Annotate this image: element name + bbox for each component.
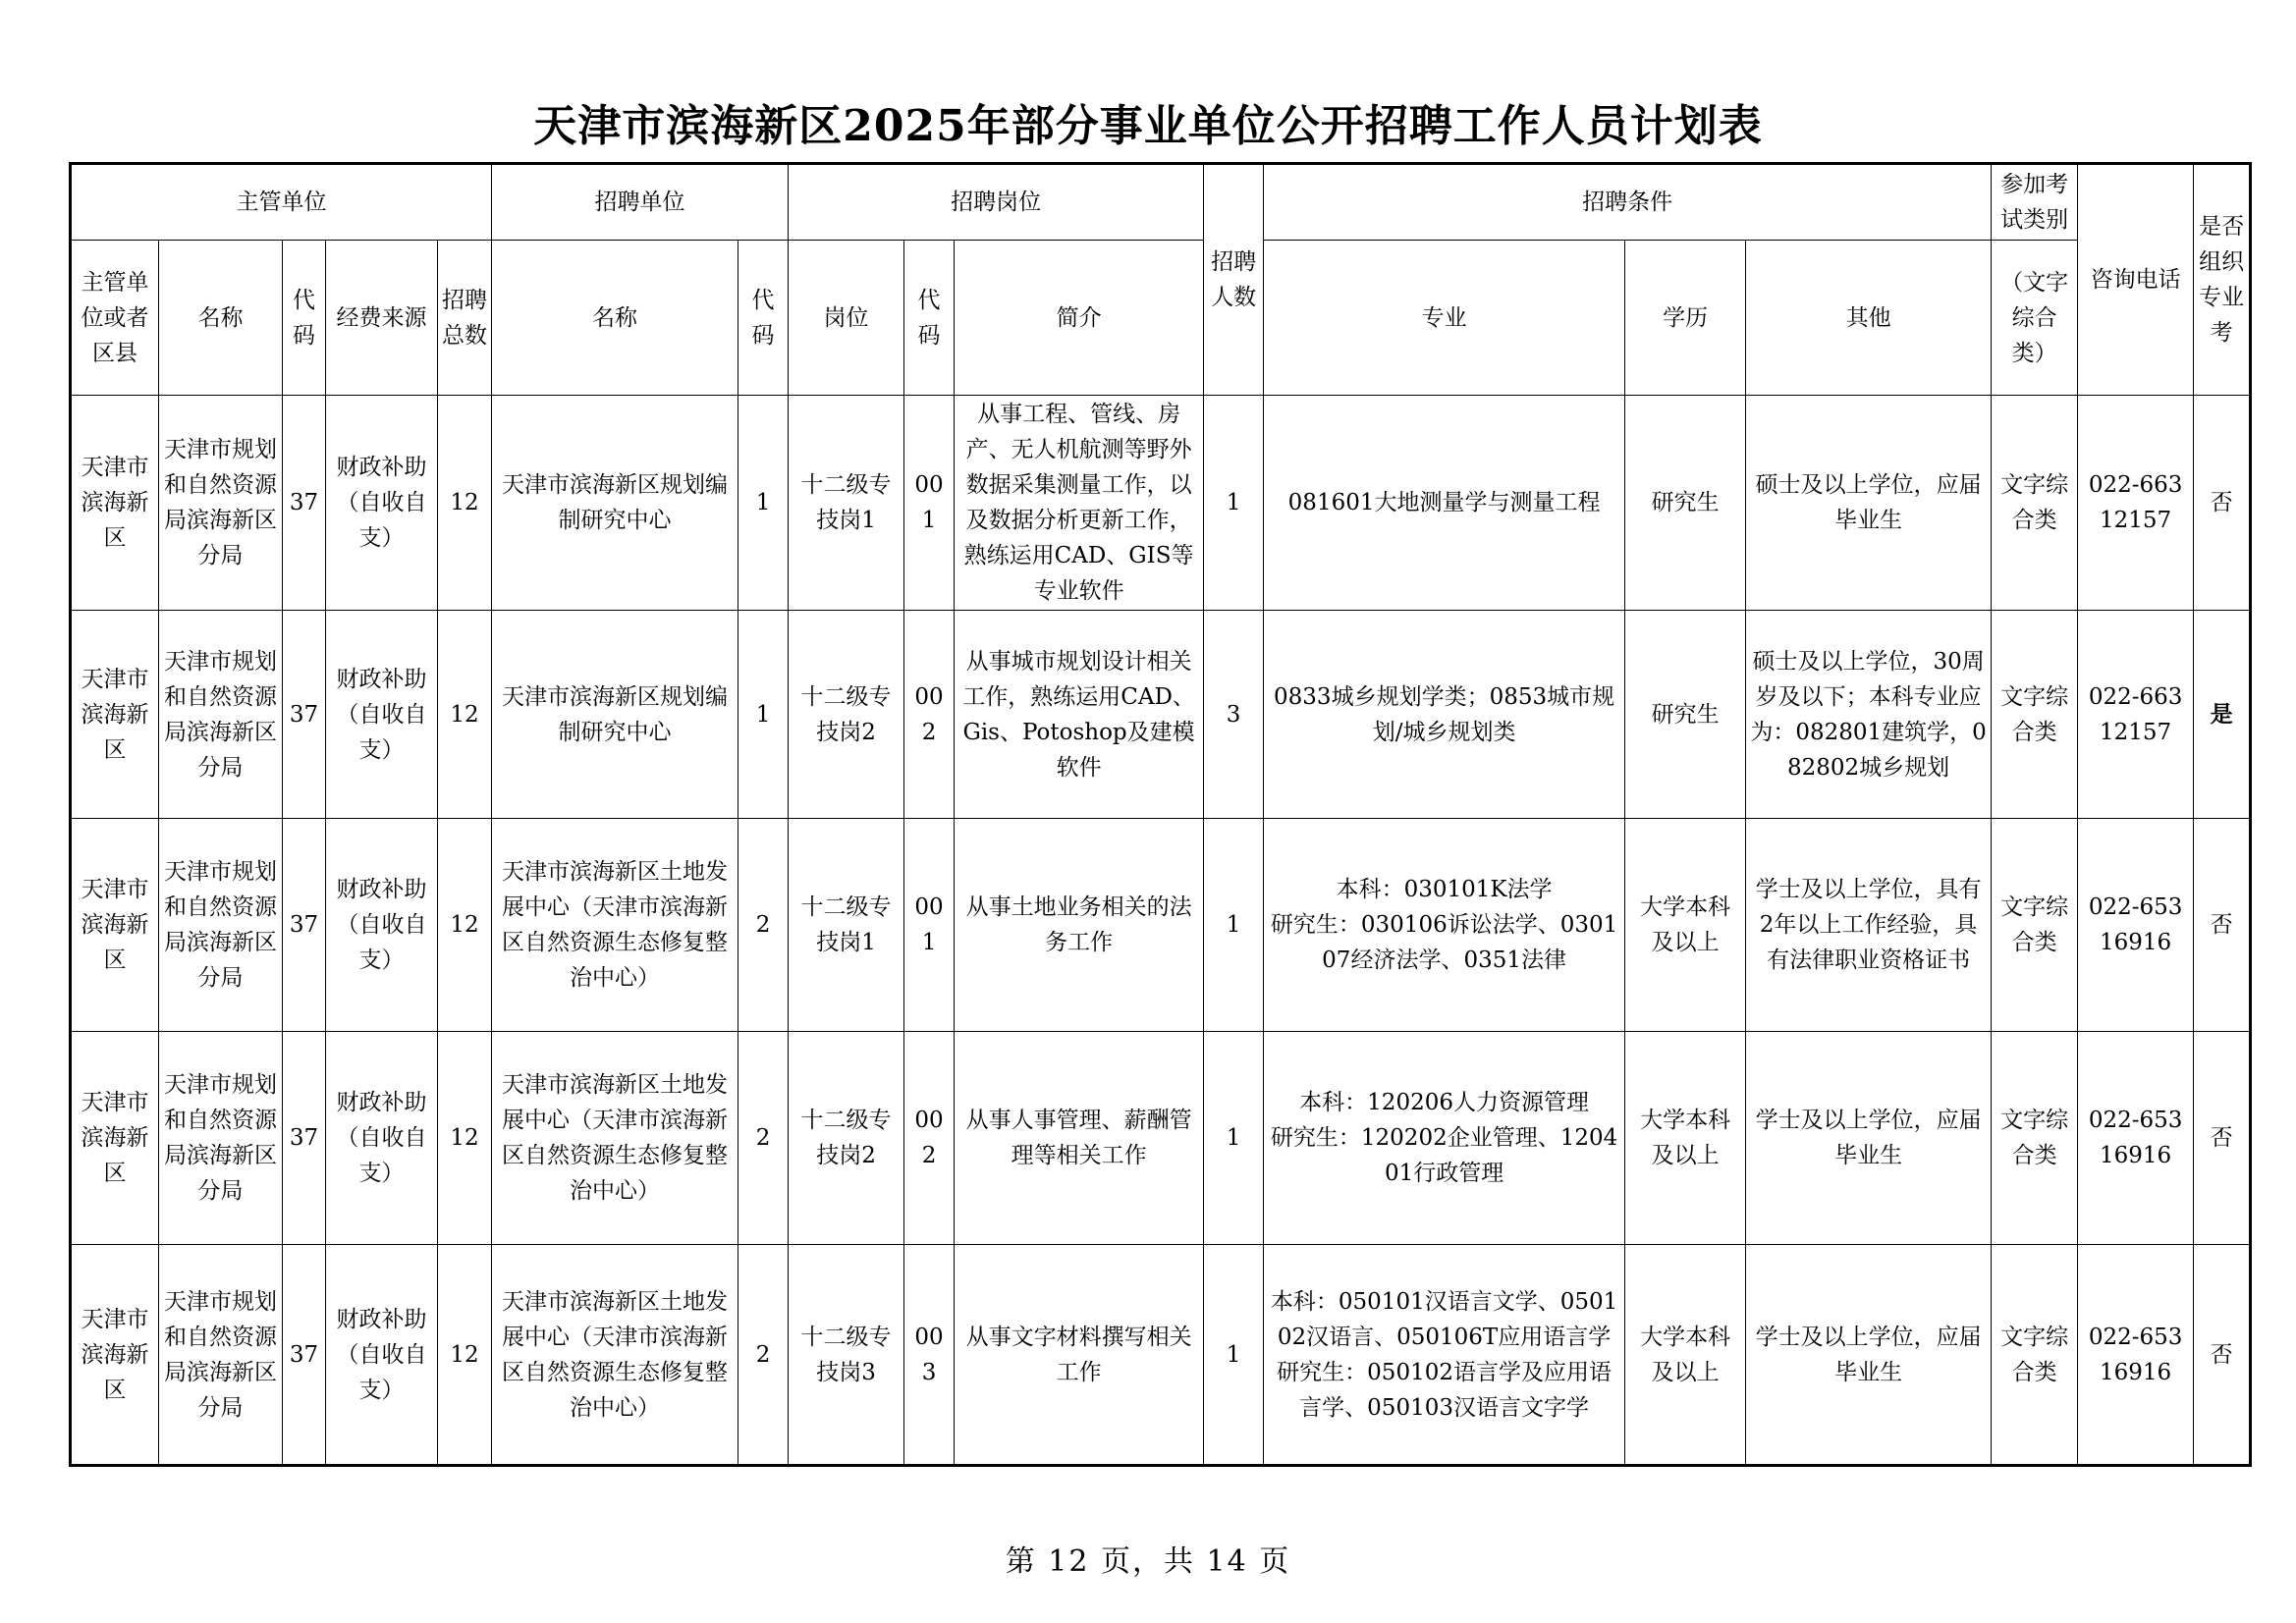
cell-unit-name: 天津市滨海新区规划编制研究中心 (492, 396, 738, 611)
col-post: 岗位 (789, 241, 904, 396)
cell-count: 3 (1204, 611, 1264, 819)
cell-post-code: 001 (904, 819, 955, 1032)
cell-major: 081601大地测量学与测量工程 (1264, 396, 1625, 611)
cell-sup-code: 37 (283, 611, 326, 819)
cell-major: 本科：120206人力资源管理 研究生：120202企业管理、120401行政管理 (1264, 1032, 1625, 1245)
cell-sup-name: 天津市规划和自然资源局滨海新区分局 (159, 1245, 283, 1466)
cell-total: 12 (438, 1245, 492, 1466)
cell-post: 十二级专技岗2 (789, 611, 904, 819)
cell-funding: 财政补助（自收自支） (326, 396, 438, 611)
col-major: 专业 (1264, 241, 1625, 396)
cell-count: 1 (1204, 1245, 1264, 1466)
cell-sup-name: 天津市规划和自然资源局滨海新区分局 (159, 1032, 283, 1245)
cell-total: 12 (438, 1032, 492, 1245)
cell-exam: 文字综合类 (1992, 1032, 2078, 1245)
table-row (71, 611, 2251, 819)
cell-total: 12 (438, 819, 492, 1032)
cell-unit-code: 1 (738, 396, 789, 611)
col-other: 其他 (1746, 241, 1992, 396)
cell-sup-code: 37 (283, 1032, 326, 1245)
cell-other: 学士及以上学位，具有2年以上工作经验，具有法律职业资格证书 (1746, 819, 1992, 1032)
col-region: 主管单位或者区县 (71, 241, 159, 396)
cell-post-code: 002 (904, 611, 955, 819)
cell-other: 硕士及以上学位，30周岁及以下；本科专业应为：082801建筑学，082802城乡规划 (1746, 611, 1992, 819)
col-unit-code: 代码 (738, 241, 789, 396)
cell-region: 天津市滨海新区 (71, 819, 159, 1032)
header-phone: 咨询电话 (2078, 164, 2194, 396)
header-row-columns (71, 241, 2251, 396)
cell-major: 0833城乡规划学类；0853城市规划/城乡规划类 (1264, 611, 1625, 819)
group-exam: 参加考试类别 (1992, 164, 2078, 241)
cell-phone: 022-66312157 (2078, 611, 2194, 819)
cell-education: 大学本科及以上 (1625, 1032, 1746, 1245)
cell-sup-code: 37 (283, 819, 326, 1032)
cell-sup-name: 天津市规划和自然资源局滨海新区分局 (159, 819, 283, 1032)
cell-other: 硕士及以上学位，应届毕业生 (1746, 396, 1992, 611)
cell-exam: 文字综合类 (1992, 611, 2078, 819)
recruitment-plan-table (69, 162, 2252, 1467)
col-total: 招聘总数 (438, 241, 492, 396)
group-position: 招聘岗位 (789, 164, 1204, 241)
cell-post-code: 003 (904, 1245, 955, 1466)
cell-exam: 文字综合类 (1992, 819, 2078, 1032)
header-count: 招聘人数 (1204, 164, 1264, 396)
cell-organize: 否 (2194, 396, 2251, 611)
group-conditions: 招聘条件 (1264, 164, 1992, 241)
cell-funding: 财政补助（自收自支） (326, 1032, 438, 1245)
cell-phone: 022-65316916 (2078, 1032, 2194, 1245)
cell-sup-code: 37 (283, 1245, 326, 1466)
cell-unit-name: 天津市滨海新区土地发展中心（天津市滨海新区自然资源生态修复整治中心） (492, 819, 738, 1032)
col-exam-type: （文字综合类） (1992, 241, 2078, 396)
cell-count: 1 (1204, 819, 1264, 1032)
cell-sup-code: 37 (283, 396, 326, 611)
cell-organize: 是 (2194, 611, 2251, 819)
cell-intro: 从事城市规划设计相关工作，熟练运用CAD、Gis、Potoshop及建模软件 (955, 611, 1204, 819)
cell-organize: 否 (2194, 1032, 2251, 1245)
header-organize: 是否组织专业考 (2194, 164, 2251, 396)
cell-sup-name: 天津市规划和自然资源局滨海新区分局 (159, 611, 283, 819)
cell-exam: 文字综合类 (1992, 396, 2078, 611)
cell-major: 本科：030101K法学 研究生：030106诉讼法学、030107经济法学、0351法律 (1264, 819, 1625, 1032)
cell-unit-name: 天津市滨海新区土地发展中心（天津市滨海新区自然资源生态修复整治中心） (492, 1245, 738, 1466)
group-unit: 招聘单位 (492, 164, 789, 241)
table-row (71, 1032, 2251, 1245)
cell-sup-name: 天津市规划和自然资源局滨海新区分局 (159, 396, 283, 611)
col-education: 学历 (1625, 241, 1746, 396)
cell-organize: 否 (2194, 819, 2251, 1032)
cell-funding: 财政补助（自收自支） (326, 1245, 438, 1466)
cell-intro: 从事文字材料撰写相关工作 (955, 1245, 1204, 1466)
cell-exam: 文字综合类 (1992, 1245, 2078, 1466)
cell-other: 学士及以上学位，应届毕业生 (1746, 1245, 1992, 1466)
cell-intro: 从事人事管理、薪酬管理等相关工作 (955, 1032, 1204, 1245)
cell-organize: 否 (2194, 1245, 2251, 1466)
cell-total: 12 (438, 611, 492, 819)
cell-other: 学士及以上学位，应届毕业生 (1746, 1032, 1992, 1245)
cell-unit-name: 天津市滨海新区规划编制研究中心 (492, 611, 738, 819)
col-unit-name: 名称 (492, 241, 738, 396)
table-row (71, 396, 2251, 611)
cell-region: 天津市滨海新区 (71, 1245, 159, 1466)
cell-region: 天津市滨海新区 (71, 611, 159, 819)
cell-post: 十二级专技岗1 (789, 819, 904, 1032)
cell-intro: 从事土地业务相关的法务工作 (955, 819, 1204, 1032)
cell-education: 研究生 (1625, 396, 1746, 611)
cell-post: 十二级专技岗2 (789, 1032, 904, 1245)
cell-unit-code: 2 (738, 1245, 789, 1466)
cell-post-code: 001 (904, 396, 955, 611)
cell-funding: 财政补助（自收自支） (326, 611, 438, 819)
cell-unit-code: 1 (738, 611, 789, 819)
cell-education: 大学本科及以上 (1625, 819, 1746, 1032)
cell-funding: 财政补助（自收自支） (326, 819, 438, 1032)
cell-major: 本科：050101汉语言文学、050102汉语言、050106T应用语言学 研究生：050102语言学及应用语言学、050103汉语言文字学 (1264, 1245, 1625, 1466)
cell-post: 十二级专技岗3 (789, 1245, 904, 1466)
cell-unit-name: 天津市滨海新区土地发展中心（天津市滨海新区自然资源生态修复整治中心） (492, 1032, 738, 1245)
cell-education: 研究生 (1625, 611, 1746, 819)
cell-phone: 022-65316916 (2078, 819, 2194, 1032)
cell-education: 大学本科及以上 (1625, 1245, 1746, 1466)
cell-unit-code: 2 (738, 819, 789, 1032)
col-post-code: 代码 (904, 241, 955, 396)
col-sup-name: 名称 (159, 241, 283, 396)
cell-total: 12 (438, 396, 492, 611)
page-title: 天津市滨海新区2025年部分事业单位公开招聘工作人员计划表 (533, 101, 1763, 151)
table-row (71, 1245, 2251, 1466)
cell-region: 天津市滨海新区 (71, 396, 159, 611)
col-intro: 简介 (955, 241, 1204, 396)
cell-phone: 022-66312157 (2078, 396, 2194, 611)
cell-phone: 022-65316916 (2078, 1245, 2194, 1466)
col-funding: 经费来源 (326, 241, 438, 396)
page-footer: 第 12 页，共 14 页 (1005, 1544, 1291, 1579)
cell-count: 1 (1204, 396, 1264, 611)
table-row (71, 819, 2251, 1032)
cell-post: 十二级专技岗1 (789, 396, 904, 611)
cell-intro: 从事工程、管线、房产、无人机航测等野外数据采集测量工作，以及数据分析更新工作，熟练运用CAD、GIS等专业软件 (955, 396, 1204, 611)
cell-count: 1 (1204, 1032, 1264, 1245)
cell-post-code: 002 (904, 1032, 955, 1245)
group-supervisor: 主管单位 (71, 164, 492, 241)
header-row-groups (71, 164, 2251, 241)
cell-region: 天津市滨海新区 (71, 1032, 159, 1245)
col-sup-code: 代码 (283, 241, 326, 396)
cell-unit-code: 2 (738, 1032, 789, 1245)
